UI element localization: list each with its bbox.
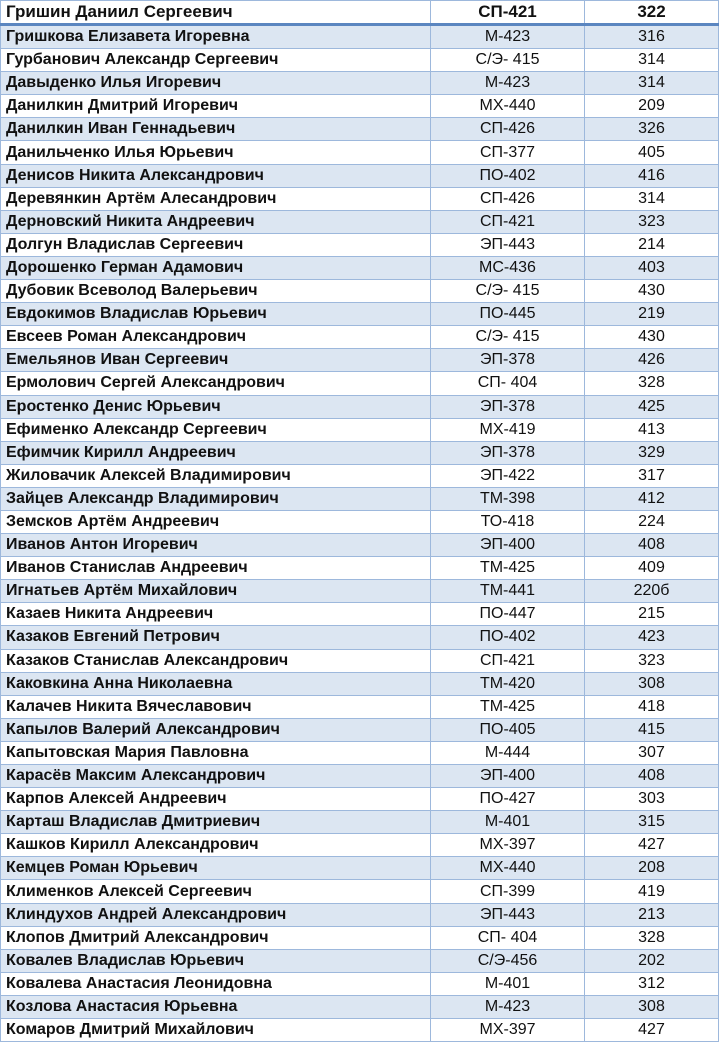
group-cell: ПО-405 [431, 718, 585, 741]
group-cell: М-401 [431, 972, 585, 995]
name-cell: Ефименко Александр Сергеевич [1, 418, 431, 441]
table-row [1, 949, 719, 972]
table-row [1, 510, 719, 533]
name-cell: Каковкина Анна Николаевна [1, 672, 431, 695]
table-row [1, 441, 719, 464]
table-row [1, 487, 719, 510]
name-cell: Карасёв Максим Александрович [1, 765, 431, 788]
header-name-cell: Гришин Даниил Сергеевич [1, 1, 431, 25]
name-cell: Кашков Кирилл Александрович [1, 834, 431, 857]
group-cell: СП-399 [431, 880, 585, 903]
name-cell: Дубовик Всеволод Валерьевич [1, 280, 431, 303]
room-cell: 419 [585, 880, 719, 903]
name-cell: Казаев Никита Андреевич [1, 603, 431, 626]
group-cell: МХ-440 [431, 857, 585, 880]
room-cell: 430 [585, 326, 719, 349]
table-row [1, 649, 719, 672]
table-row [1, 695, 719, 718]
room-cell: 412 [585, 487, 719, 510]
table-row [1, 626, 719, 649]
name-cell: Иванов Антон Игоревич [1, 534, 431, 557]
name-cell: Еростенко Денис Юрьевич [1, 395, 431, 418]
table-row [1, 418, 719, 441]
room-cell: 323 [585, 649, 719, 672]
name-cell: Калачев Никита Вячеславович [1, 695, 431, 718]
name-cell: Капытовская Мария Павловна [1, 741, 431, 764]
group-cell: ЭП-400 [431, 534, 585, 557]
room-cell: 307 [585, 741, 719, 764]
name-cell: Гришкова Елизавета Игоревна [1, 25, 431, 49]
name-cell: Ермолович Сергей Александрович [1, 372, 431, 395]
group-cell: МХ-397 [431, 1019, 585, 1042]
room-cell: 423 [585, 626, 719, 649]
group-cell: ПО-427 [431, 788, 585, 811]
name-cell: Евсеев Роман Александрович [1, 326, 431, 349]
room-cell: 326 [585, 118, 719, 141]
room-cell: 213 [585, 903, 719, 926]
name-cell: Евдокимов Владислав Юрьевич [1, 303, 431, 326]
group-cell: ТМ-398 [431, 487, 585, 510]
header-group-cell: СП-421 [431, 1, 585, 25]
room-cell: 209 [585, 95, 719, 118]
room-cell: 427 [585, 1019, 719, 1042]
room-cell: 208 [585, 857, 719, 880]
room-cell: 416 [585, 164, 719, 187]
name-cell: Комаров Дмитрий Михайлович [1, 1019, 431, 1042]
room-cell: 415 [585, 718, 719, 741]
name-cell: Дорошенко Герман Адамович [1, 256, 431, 279]
name-cell: Ефимчик Кирилл Андреевич [1, 441, 431, 464]
room-cell: 413 [585, 418, 719, 441]
table-row [1, 672, 719, 695]
name-cell: Дерновский Никита Андреевич [1, 210, 431, 233]
name-cell: Зайцев Александр Владимирович [1, 487, 431, 510]
group-cell: ТМ-420 [431, 672, 585, 695]
group-cell: ПО-402 [431, 626, 585, 649]
name-cell: Ковалева Анастасия Леонидовна [1, 972, 431, 995]
group-cell: СП-426 [431, 118, 585, 141]
group-cell: СП-426 [431, 187, 585, 210]
name-cell: Ковалев Владислав Юрьевич [1, 949, 431, 972]
group-cell: ЭП-378 [431, 441, 585, 464]
room-cell: 425 [585, 395, 719, 418]
room-cell: 408 [585, 534, 719, 557]
name-cell: Казаков Станислав Александрович [1, 649, 431, 672]
group-cell: М-423 [431, 72, 585, 95]
name-cell: Денисов Никита Александрович [1, 164, 431, 187]
group-cell: ТМ-441 [431, 580, 585, 603]
group-cell: СП- 404 [431, 926, 585, 949]
table-row [1, 557, 719, 580]
room-cell: 224 [585, 510, 719, 533]
room-cell: 328 [585, 372, 719, 395]
table-row [1, 72, 719, 95]
group-cell: ЭП-443 [431, 233, 585, 256]
group-cell: ЭП-378 [431, 349, 585, 372]
group-cell: С/Э- 415 [431, 326, 585, 349]
table-row [1, 303, 719, 326]
group-cell: МХ-419 [431, 418, 585, 441]
name-cell: Клиндухов Андрей Александрович [1, 903, 431, 926]
room-cell: 314 [585, 72, 719, 95]
group-cell: ПО-447 [431, 603, 585, 626]
group-cell: С/Э- 415 [431, 49, 585, 72]
room-cell: 403 [585, 256, 719, 279]
group-cell: ЭП-378 [431, 395, 585, 418]
table-row [1, 880, 719, 903]
table-row [1, 788, 719, 811]
group-cell: ЭП-443 [431, 903, 585, 926]
table-row [1, 811, 719, 834]
group-cell: М-423 [431, 25, 585, 49]
table-row [1, 972, 719, 995]
room-cell: 215 [585, 603, 719, 626]
room-cell: 430 [585, 280, 719, 303]
table-row [1, 49, 719, 72]
group-cell: ЭП-422 [431, 464, 585, 487]
room-cell: 202 [585, 949, 719, 972]
room-cell: 312 [585, 972, 719, 995]
group-cell: СП-421 [431, 649, 585, 672]
group-cell: СП-421 [431, 210, 585, 233]
group-cell: ПО-445 [431, 303, 585, 326]
group-cell: СП-377 [431, 141, 585, 164]
group-cell: МС-436 [431, 256, 585, 279]
table-row [1, 603, 719, 626]
room-cell: 427 [585, 834, 719, 857]
name-cell: Кемцев Роман Юрьевич [1, 857, 431, 880]
group-cell: МХ-397 [431, 834, 585, 857]
table-row [1, 926, 719, 949]
name-cell: Игнатьев Артём Михайлович [1, 580, 431, 603]
group-cell: М-423 [431, 995, 585, 1018]
name-cell: Деревянкин Артём Алесандрович [1, 187, 431, 210]
name-cell: Клименков Алексей Сергеевич [1, 880, 431, 903]
group-cell: М-401 [431, 811, 585, 834]
group-cell: ПО-402 [431, 164, 585, 187]
room-cell: 409 [585, 557, 719, 580]
name-cell: Капылов Валерий Александрович [1, 718, 431, 741]
table-row [1, 903, 719, 926]
table-row [1, 256, 719, 279]
room-cell: 418 [585, 695, 719, 718]
table-row [1, 765, 719, 788]
name-cell: Долгун Владислав Сергеевич [1, 233, 431, 256]
name-cell: Карташ Владислав Дмитриевич [1, 811, 431, 834]
group-cell: СП- 404 [431, 372, 585, 395]
room-cell: 303 [585, 788, 719, 811]
name-cell: Земсков Артём Андреевич [1, 510, 431, 533]
name-cell: Козлова Анастасия Юрьевна [1, 995, 431, 1018]
name-cell: Емельянов Иван Сергеевич [1, 349, 431, 372]
room-cell: 328 [585, 926, 719, 949]
name-cell: Данилкин Иван Геннадьевич [1, 118, 431, 141]
room-cell: 220б [585, 580, 719, 603]
group-cell: МХ-440 [431, 95, 585, 118]
group-cell: С/Э- 415 [431, 280, 585, 303]
name-cell: Иванов Станислав Андреевич [1, 557, 431, 580]
table-row [1, 534, 719, 557]
table-row [1, 372, 719, 395]
room-cell: 329 [585, 441, 719, 464]
room-cell: 405 [585, 141, 719, 164]
room-cell: 308 [585, 995, 719, 1018]
table-row [1, 718, 719, 741]
group-cell: ТМ-425 [431, 695, 585, 718]
table-row [1, 834, 719, 857]
group-cell: ТМ-425 [431, 557, 585, 580]
table-row [1, 464, 719, 487]
name-cell: Клопов Дмитрий Александрович [1, 926, 431, 949]
group-cell: М-444 [431, 741, 585, 764]
room-cell: 408 [585, 765, 719, 788]
room-cell: 214 [585, 233, 719, 256]
room-cell: 315 [585, 811, 719, 834]
group-cell: С/Э-456 [431, 949, 585, 972]
table-row [1, 741, 719, 764]
name-cell: Карпов Алексей Андреевич [1, 788, 431, 811]
table-row [1, 25, 719, 49]
table-row [1, 118, 719, 141]
table-row [1, 857, 719, 880]
table-row [1, 233, 719, 256]
table-row [1, 95, 719, 118]
room-cell: 323 [585, 210, 719, 233]
room-cell: 314 [585, 49, 719, 72]
name-cell: Гурбанович Александр Сергеевич [1, 49, 431, 72]
name-cell: Данилкин Дмитрий Игоревич [1, 95, 431, 118]
room-cell: 314 [585, 187, 719, 210]
table-row [1, 395, 719, 418]
room-cell: 219 [585, 303, 719, 326]
name-cell: Данильченко Илья Юрьевич [1, 141, 431, 164]
room-cell: 426 [585, 349, 719, 372]
table-row [1, 280, 719, 303]
group-cell: ТО-418 [431, 510, 585, 533]
group-cell: ЭП-400 [431, 765, 585, 788]
table-row [1, 210, 719, 233]
header-room-cell: 322 [585, 1, 719, 25]
table-row [1, 187, 719, 210]
table-row [1, 580, 719, 603]
table-row [1, 1019, 719, 1042]
table-row [1, 141, 719, 164]
table-header-row [1, 1, 719, 25]
table-row [1, 349, 719, 372]
room-cell: 317 [585, 464, 719, 487]
table-row [1, 164, 719, 187]
room-cell: 308 [585, 672, 719, 695]
table-row [1, 995, 719, 1018]
table-row [1, 326, 719, 349]
name-cell: Жиловачик Алексей Владимирович [1, 464, 431, 487]
room-cell: 316 [585, 25, 719, 49]
name-cell: Казаков Евгений Петрович [1, 626, 431, 649]
name-cell: Давыденко Илья Игоревич [1, 72, 431, 95]
